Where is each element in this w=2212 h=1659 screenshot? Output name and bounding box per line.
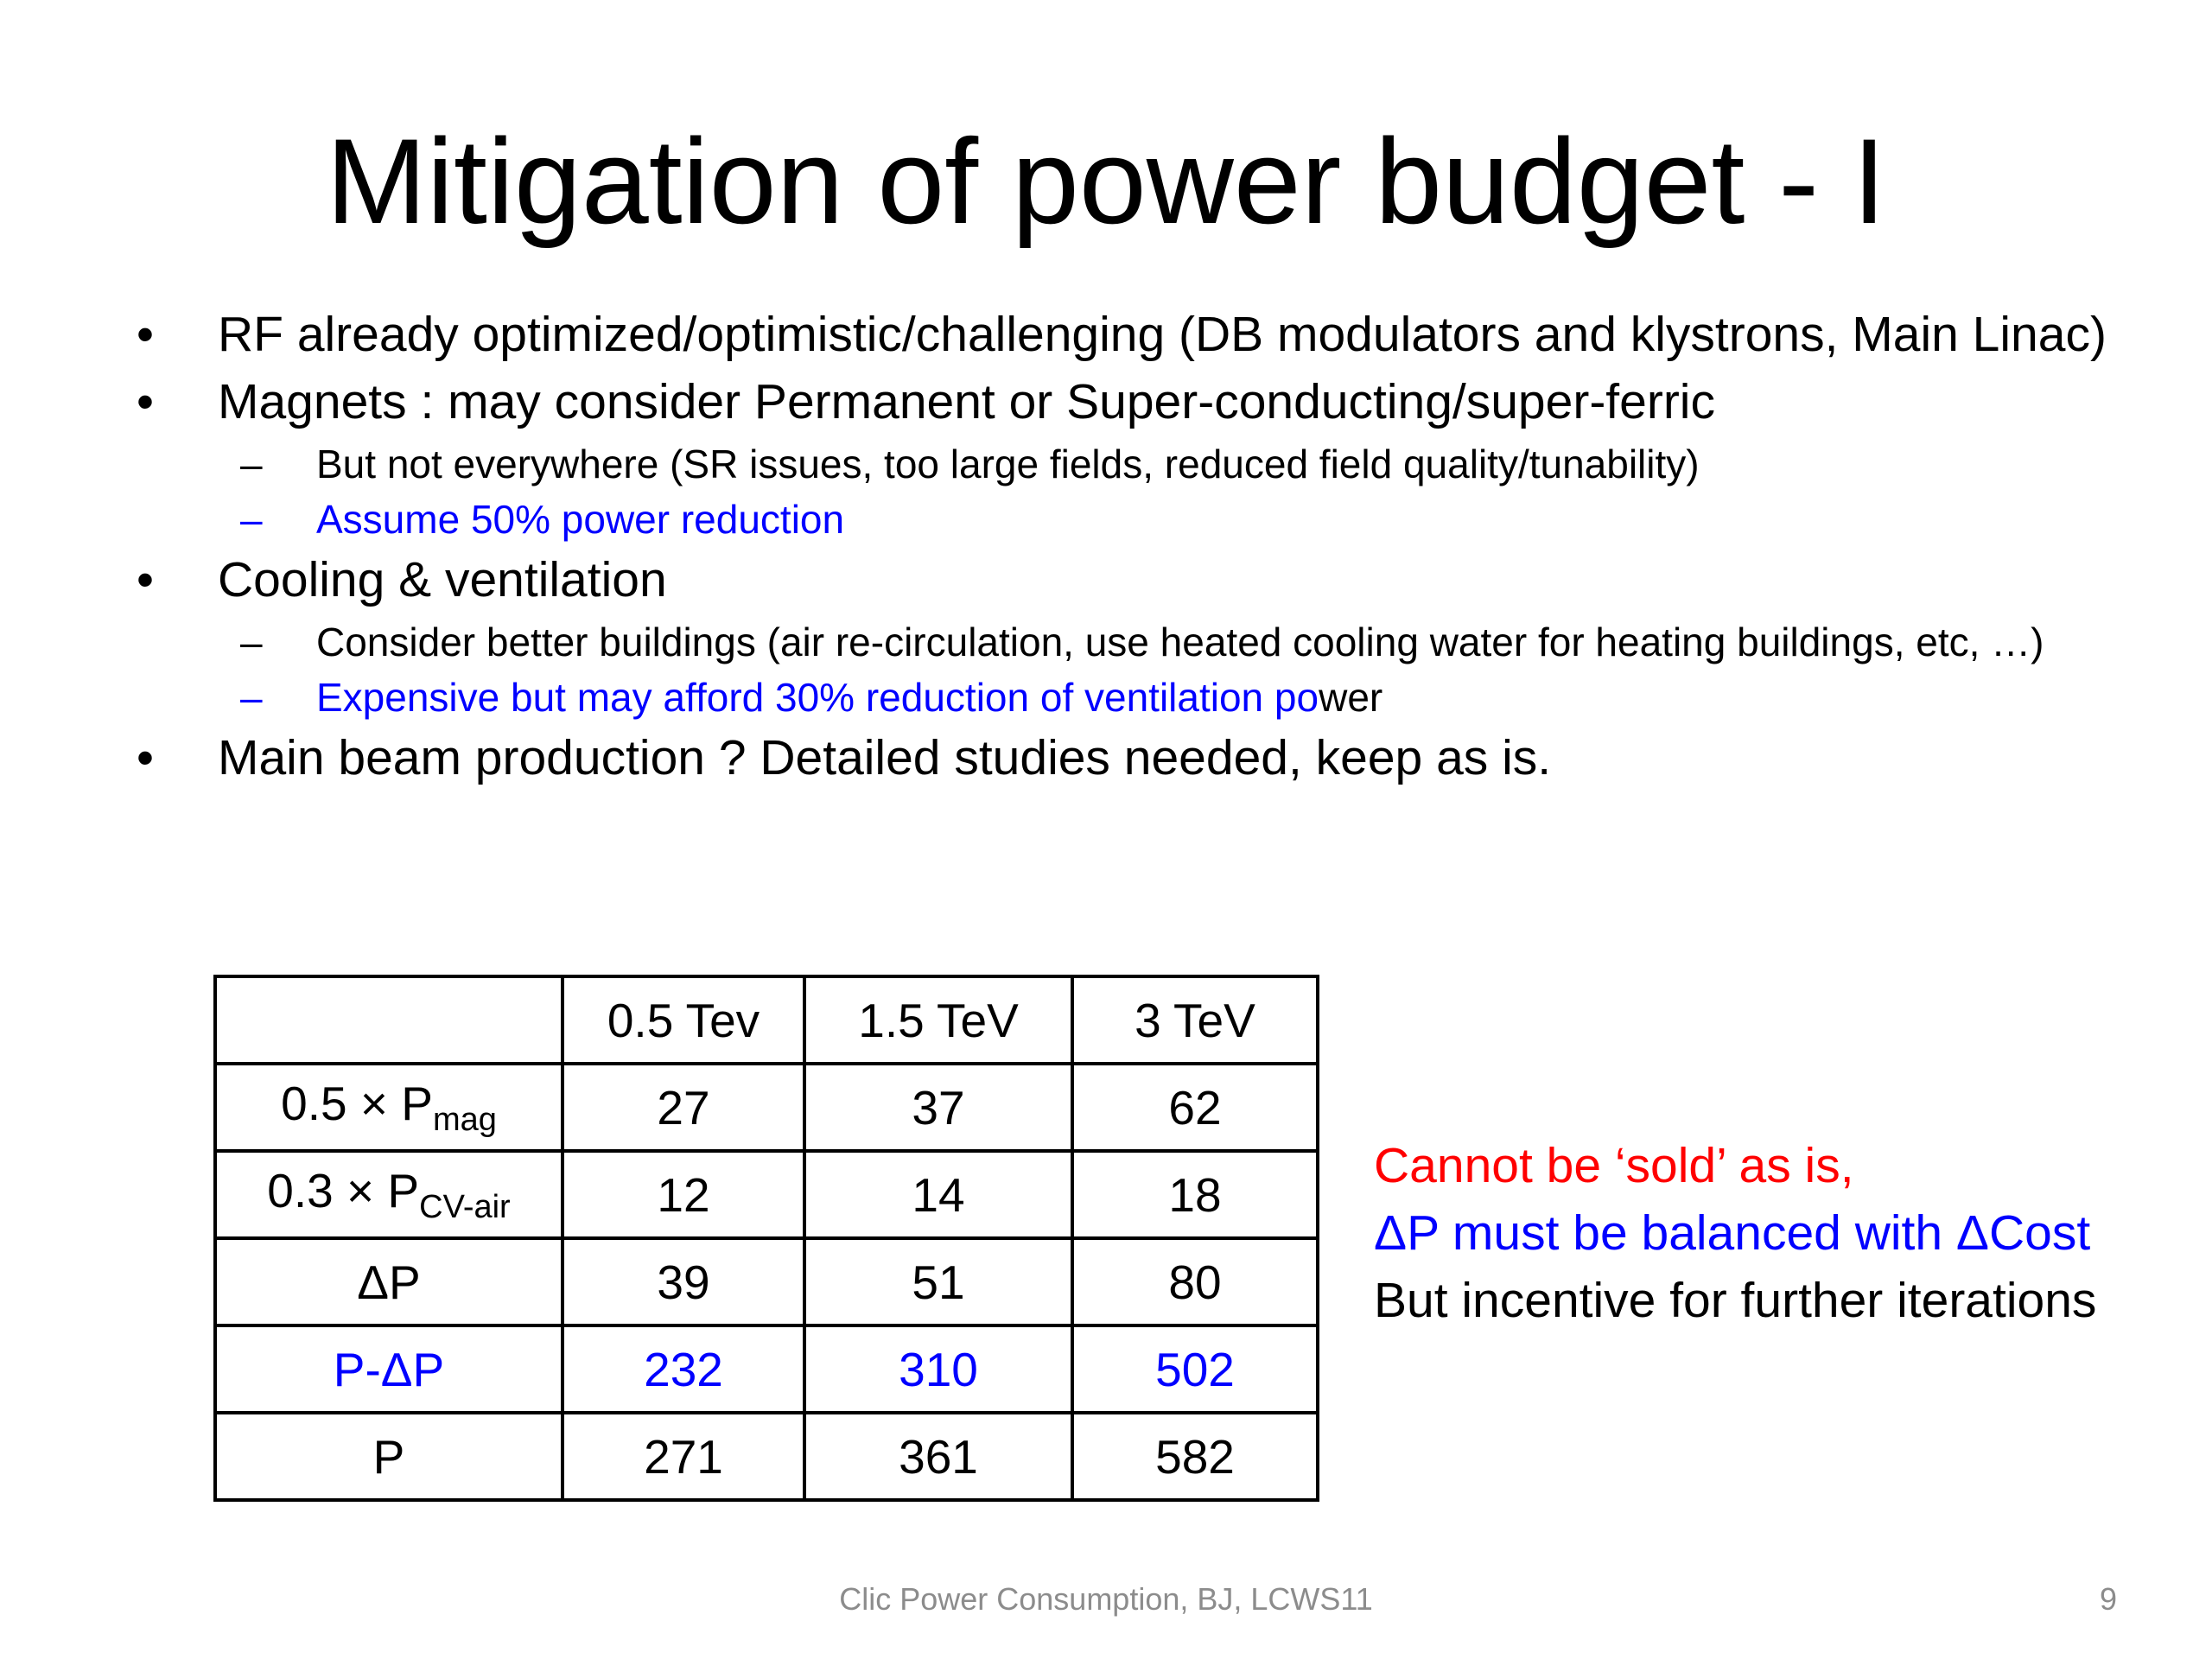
table-cell: 80 [1072, 1238, 1318, 1325]
row-label [215, 1151, 563, 1238]
table-header-cell: 3 TeV [1072, 976, 1318, 1064]
bullet-icon: • [137, 374, 154, 429]
sub-bullet-text-blue: Expensive but may afford 30% reduction of ventilation po [316, 675, 1319, 720]
bullet-item [128, 307, 2115, 362]
table-cell: 14 [804, 1151, 1072, 1238]
sub-bullet-text: But not everywhere (SR issues, too large fields, reduced field quality/tunability) [316, 442, 1700, 486]
note-line: But incentive for further iterations [1374, 1273, 2097, 1328]
table-cell: 271 [563, 1413, 804, 1500]
side-note [1374, 1132, 2096, 1334]
table-row [215, 1064, 1318, 1151]
table-cell: 232 [563, 1325, 804, 1413]
bullet-icon: • [137, 307, 154, 362]
table-cell: 12 [563, 1151, 804, 1238]
table-row [215, 1238, 1318, 1325]
table-cell: 27 [563, 1064, 804, 1151]
sub-bullet-text: Assume 50% power reduction [316, 497, 845, 542]
note-line-red: Cannot be ‘sold’ as is, [1374, 1138, 1854, 1193]
row-label-subscript: mag [432, 1102, 497, 1138]
table-header-cell: 1.5 TeV [804, 976, 1072, 1064]
sub-bullet-text-tail: wer [1319, 675, 1383, 720]
row-label [215, 1064, 563, 1151]
bullet-item [128, 730, 2115, 785]
dash-icon: – [240, 620, 263, 664]
table-row-highlight [215, 1325, 1318, 1413]
table-cell: 18 [1072, 1151, 1318, 1238]
table-header-row [215, 976, 1318, 1064]
table-cell: 361 [804, 1413, 1072, 1500]
table-cell: 39 [563, 1238, 804, 1325]
bullet-text: Main beam production ? Detailed studies needed, keep as is. [218, 730, 1552, 785]
table-cell: 62 [1072, 1064, 1318, 1151]
sub-bullet-item [128, 620, 2115, 664]
sub-bullet-item [128, 497, 2115, 542]
note-line-blue: ΔP must be balanced with ΔCost [1374, 1205, 2091, 1261]
bullet-text: Cooling & ventilation [218, 552, 667, 607]
row-label: ΔP [215, 1238, 563, 1325]
bullet-icon: • [137, 552, 154, 607]
sub-bullet-item [128, 442, 2115, 486]
bullet-text: RF already optimized/optimistic/challenging (DB modulators and klystrons, Main Linac) [218, 307, 2107, 362]
row-label-text: 0.5 × P [281, 1077, 433, 1130]
footer-text: Clic Power Consumption, BJ, LCWS11 [839, 1581, 1373, 1617]
table-cell: 51 [804, 1238, 1072, 1325]
table-row [215, 1413, 1318, 1500]
row-label-text: 0.3 × P [267, 1164, 420, 1217]
sub-bullet-text: Consider better buildings (air re-circulation, use heated cooling water for heating buildings, etc, …) [316, 620, 2044, 664]
table-cell: 502 [1072, 1325, 1318, 1413]
row-label-subscript: CV-air [419, 1189, 511, 1225]
table-header-cell: 0.5 Tev [563, 976, 804, 1064]
row-label: P [215, 1413, 563, 1500]
dash-icon: – [240, 442, 263, 486]
sub-bullet-item [128, 675, 2115, 720]
bullet-text: Magnets : may consider Permanent or Super-conducting/super-ferric [218, 374, 1715, 429]
slide-title: Mitigation of power budget - I [326, 113, 1886, 249]
bullet-item [128, 552, 2115, 607]
dash-icon: – [240, 497, 263, 542]
bullet-list [128, 307, 2115, 798]
bullet-item [128, 374, 2115, 429]
table-row [215, 1151, 1318, 1238]
table-cell: 37 [804, 1064, 1072, 1151]
bullet-icon: • [137, 730, 154, 785]
page-number: 9 [2099, 1581, 2117, 1617]
row-label: P-ΔP [215, 1325, 563, 1413]
table-cell: 310 [804, 1325, 1072, 1413]
dash-icon: – [240, 675, 263, 720]
table-header-cell [215, 976, 563, 1064]
power-table [213, 975, 1319, 1502]
table-cell: 582 [1072, 1413, 1318, 1500]
